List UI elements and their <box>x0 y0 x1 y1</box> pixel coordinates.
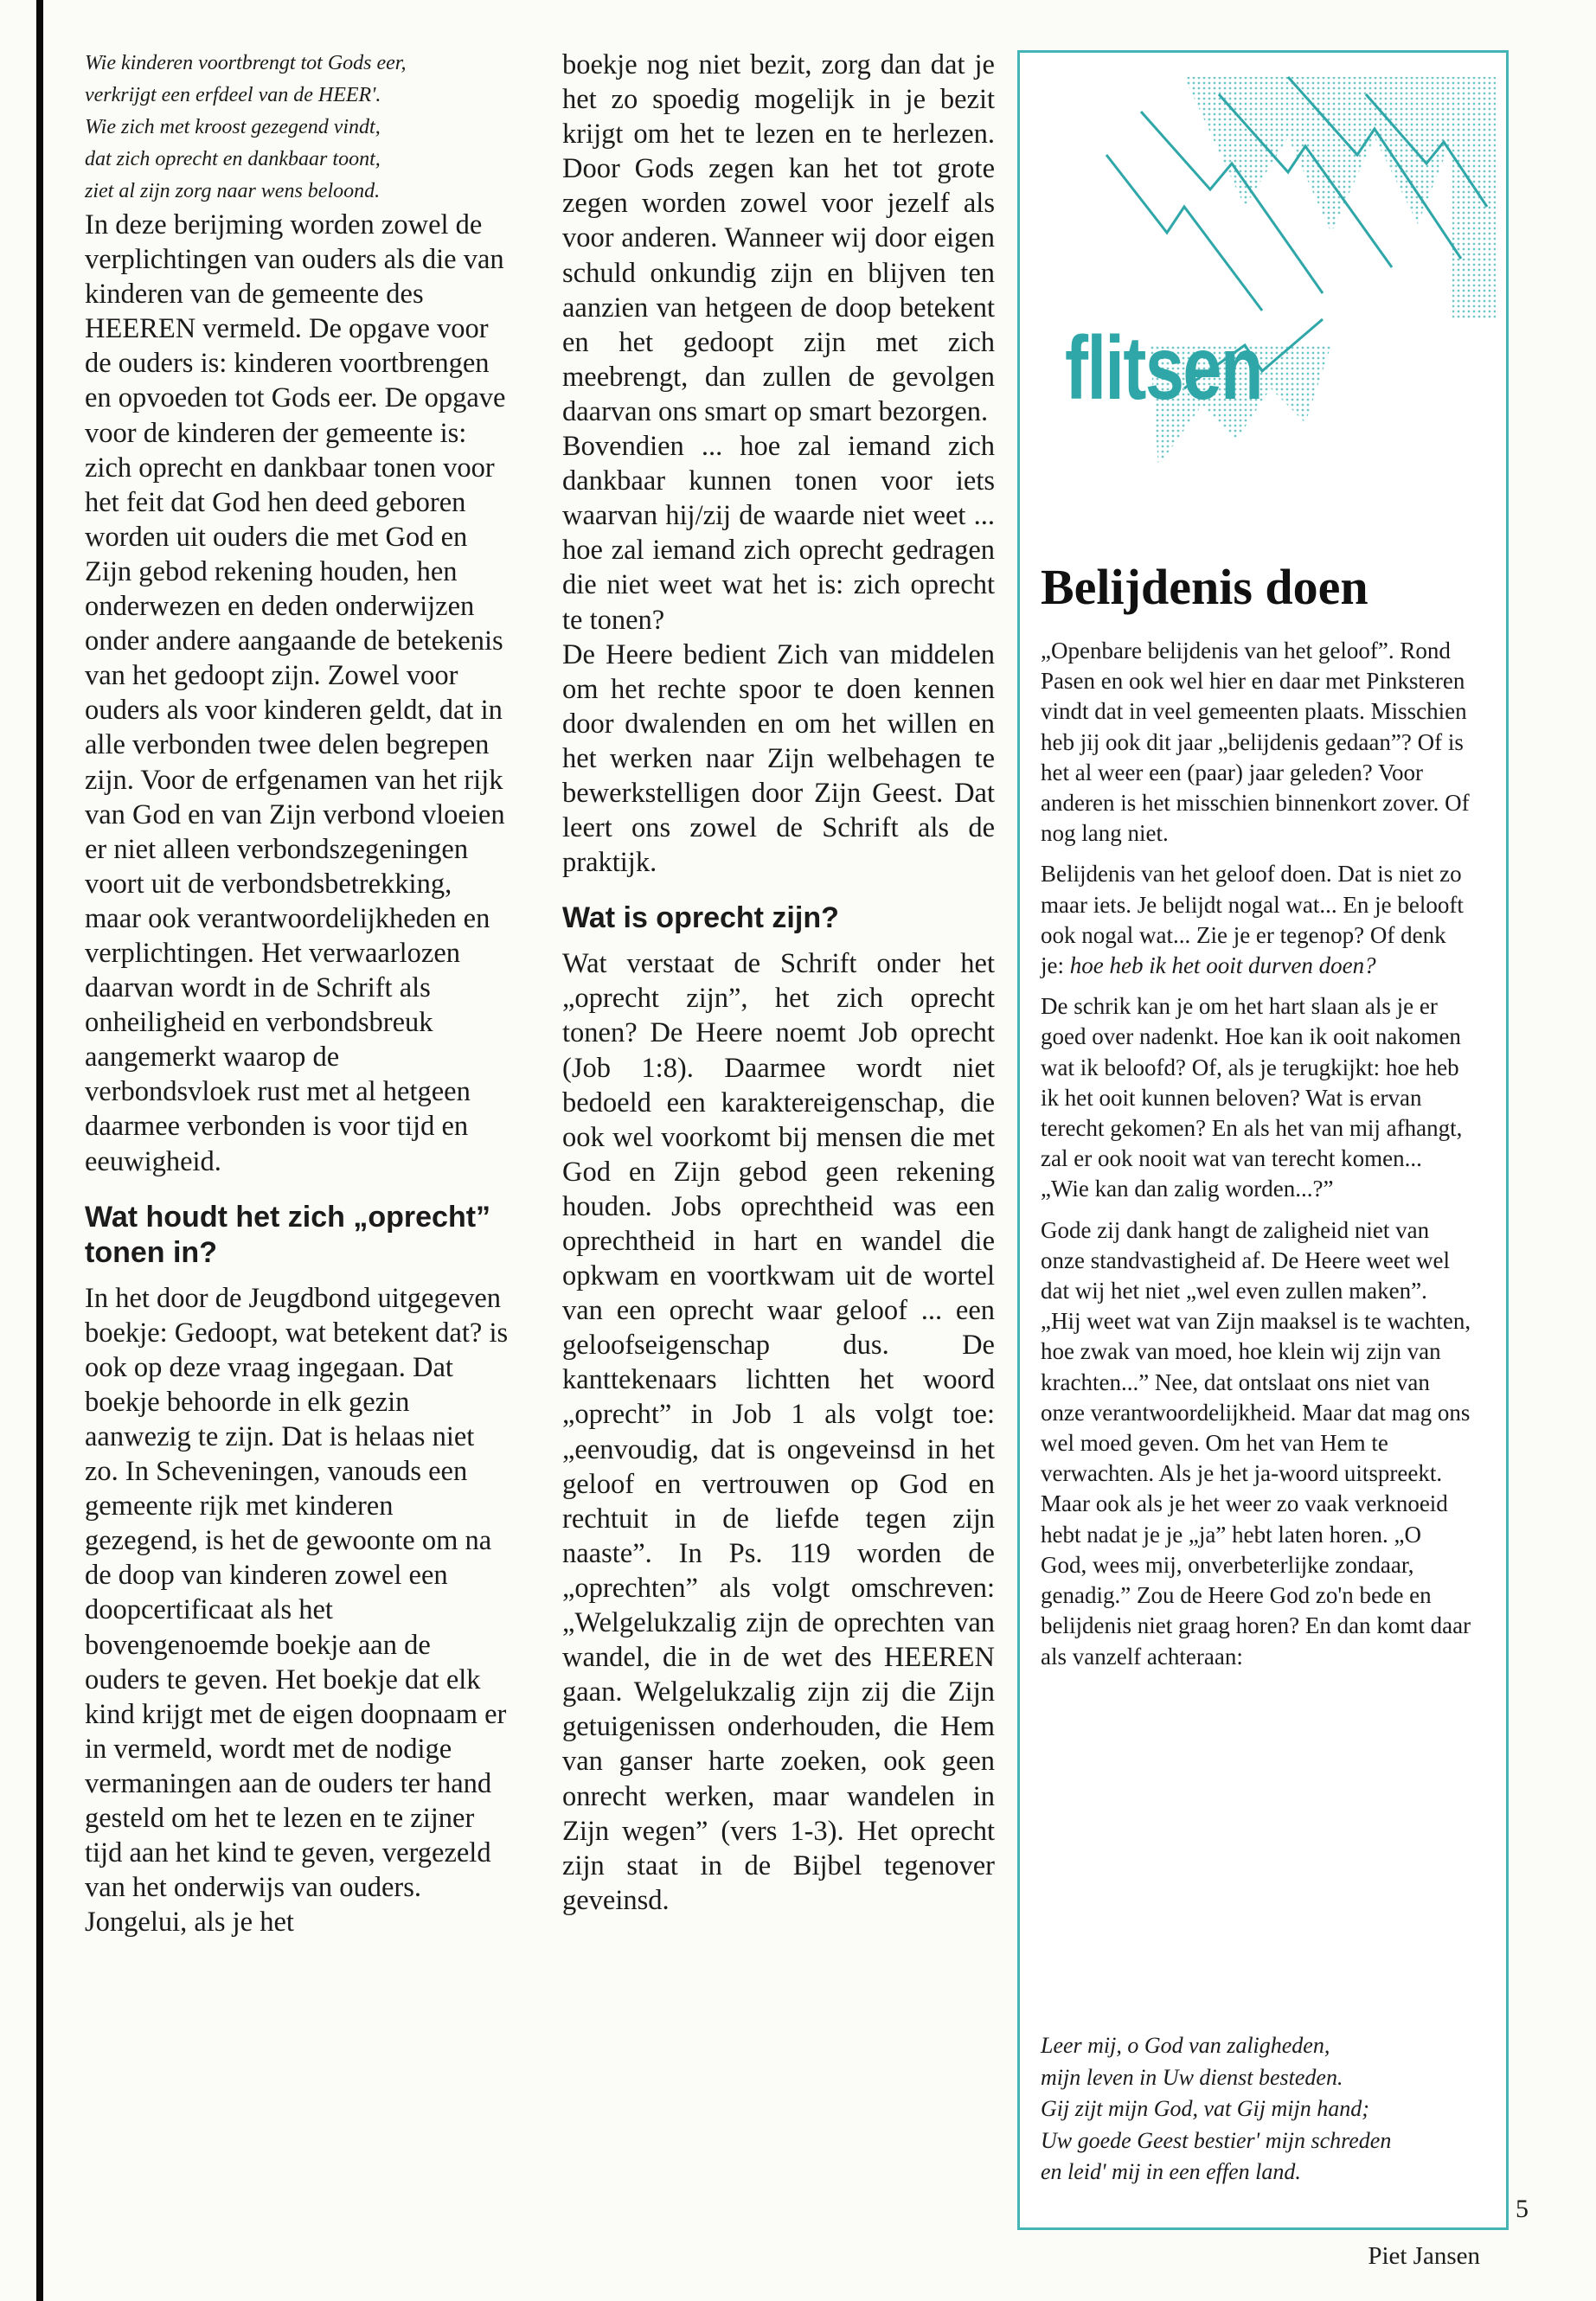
flitsen-banner: flitsen <box>1065 318 1262 419</box>
box-title: Belijdenis doen <box>1041 559 1368 615</box>
paragraph <box>1041 859 1473 981</box>
poem-line: ziet al zijn zorg naar wens beloond. <box>85 180 381 202</box>
box-body <box>1041 636 1473 1682</box>
paragraph: Gode zij dank hangt de zaligheid niet van onze standvastigheid af. De Heere weet wel dat wij het niet „wel even zullen maken”. „Hij weet wat van Zijn maaksel is te wachten, hoe zwak van moed, hoe klein wij zijn van krachten...” Nee, dat ontslaat ons niet van onze verantwoordelijkheid. Maar dat mag ons wel moed geven. Om het van Hem te verwachten. Als je het ja-woord uitspreekt. Maar ook als je het weer zo vaak verknoeid hebt nadat je je „ja” hebt laten horen. „O God, wees mij, onverbeterlijke zondaar, genadig.” Zou de Heere God zo'n bede en belijdenis niet graag horen? En dan komt daar als vanzelf achteraan: <box>1041 1216 1471 1670</box>
column-middle <box>562 48 995 1918</box>
paragraph: boekje nog niet bezit, zorg dan dat je het zo spoedig mogelijk in je bezit krijgt om het te lezen en te herlezen. Door Gods zegen kan het tot grote zegen worden zowel voor jezelf als voor anderen. Wanneer wij door eigen schuld onkundig zijn en blijven ten aanzien van hetgeen de doop betekent en het gedoopt zijn met zich meebrengt, dan zullen de gevolgen daarvan ons smart op smart bezorgen. <box>562 49 995 427</box>
poem-line: verkrijgt een erfdeel van de HEER'. <box>85 84 381 106</box>
poem-line: Gij zijt mijn God, vat Gij mijn hand; <box>1041 2096 1369 2121</box>
column-left <box>85 48 509 1939</box>
poem-line: dat zich oprecht en dankbaar toont, <box>85 148 381 170</box>
paragraph-italic: hoe heb ik het ooit durven doen? <box>1069 952 1376 979</box>
page-number: 5 <box>1516 2195 1529 2223</box>
paragraph: In het door de Jeugdbond uitgegeven boekje: Gedoopt, wat betekent dat? is ook op deze vraag ingegaan. Dat boekje behoorde in elk gezin aanwezig te zijn. Dat is helaas niet zo. In Scheveningen, vanouds een gemeente rijk met kinderen gezegend, is het de gewoonte om na de doop van kinderen zowel een doopcertificaat als het bovengenoemde boekje aan de ouders te geven. Het boekje dat elk kind krijgt met de eigen doopnaam er in vermeld, wordt met de nodige vermaningen aan de ouders ter hand gesteld om het te lezen en te zijner tijd aan het kind te geven, vergezeld van het onderwijs van ouders. Jongelui, als je het <box>85 1282 509 1939</box>
paragraph: Wat verstaat de Schrift onder het „oprecht zijn”, het zich oprecht tonen? De Heere noemt Job oprecht (Job 1:8). Daarmee wordt niet bedoeld een karaktereigenschap, die ook wel voorkomt bij mensen die met God en Zijn gebod geen rekening houden. Jobs oprechtheid was een oprechtheid in hart en wandel die opkwam en voortkwam uit de wortel van een oprecht waar geloof ... een geloofseigenschap dus. De kanttekenaars lichtten het woord „oprecht” in Job 1 als volgt toe: „eenvoudig, dat is ongeveinsd in het geloof en vertrouwen op God en rechtuit in de liefde tegen zijn naaste”. In Ps. 119 worden de „oprechten” als volgt omschreven: „Welgelukzalig zijn de oprechten van wandel, die in de wet des HEEREN gaan. Welgelukzalig zijn zij die Zijn getuigenissen onderhouden, die Hem van ganser harte zoeken, ook geen onrecht werken, maar wandelen in Zijn wegen” (vers 1-3). Het oprecht zijn staat in de Bijbel tegenover geveinsd. <box>562 948 995 1916</box>
paragraph: De schrik kan je om het hart slaan als je er goed over nadenkt. Hoe kan ik ooit nakomen wat ik beloofd? Of, als je terugkijkt: hoe heb ik het ooit kunnen beloven? Wat is ervan terecht gekomen? En als het van mij afhangt, zal er ook nooit wat van terecht komen... „Wie kan dan zalig worden...?” <box>1041 993 1463 1202</box>
scan-edge-bar <box>36 0 43 2301</box>
poem-line: Wie zich met kroost gezegend vindt, <box>85 116 381 138</box>
paragraph: In deze berijming worden zowel de verplichtingen van ouders als die van kinderen van de gemeente des HEEREN vermeld. De opgave voor de ouders is: kinderen voortbrengen en opvoeden tot Gods eer. De opgave voor de kinderen der gemeente is: zich oprecht en dankbaar tonen voor het feit dat God hen deed geboren worden uit ouders die met God en Zijn gebod rekening houden, hen onderwezen en deden onderwijzen onder andere aangaande de betekenis van het gedoopt zijn. Zowel voor ouders als voor kinderen geldt, dat in alle verbonden twee delen begrepen zijn. Voor de erfgenamen van het rijk van God en van Zijn verbond vloeien er niet alleen verbondszegeningen voort uit de verbondsbetrekking, maar ook verantwoordelijkheden en verplichtingen. Het verwaarlozen daarvan wordt in de Schrift als onheiligheid en verbondsbreuk aangemerkt waarop de verbondsvloek rust met al hetgeen daarmee verbonden is voor tijd en eeuwigheid. <box>85 209 506 1177</box>
paragraph-text: Belijdenis van het geloof doen. Dat is niet zo maar iets. Je belijdt nogal wat... En je belooft ook nogal wat... Zie je er tegenop? Of denk je: <box>1041 861 1464 979</box>
closing-poem <box>1041 2030 1473 2189</box>
author-name: Piet Jansen <box>1368 2242 1480 2270</box>
poem-line: mijn leven in Uw dienst besteden. <box>1041 2064 1343 2090</box>
paragraph: Bovendien ... hoe zal iemand zich dankbaar kunnen tonen voor iets waarvan hij/zij de waarde niet weet ... hoe zal iemand zich oprecht gedragen die niet weet wat het is: zich oprecht te tonen? <box>562 431 995 636</box>
section-heading: Wat houdt het zich „oprecht” tonen in? <box>85 1200 491 1269</box>
poem-line: Wie kinderen voortbrengt tot Gods eer, <box>85 52 407 74</box>
poem-line: en leid' mij in een effen land. <box>1041 2159 1301 2184</box>
opening-poem <box>85 48 509 208</box>
poem-line: Leer mij, o God van zaligheden, <box>1041 2033 1330 2058</box>
section-heading: Wat is oprecht zijn? <box>562 901 839 935</box>
poem-line: Uw goede Geest bestier' mijn schreden <box>1041 2127 1392 2153</box>
flitsen-sidebar-box <box>1017 50 1509 2270</box>
paragraph: De Heere bedient Zich van middelen om het rechte spoor te doen kennen door dwalenden en om het willen en het werken naar Zijn welbehagen te bewerkstelligen door Zijn Geest. Dat leert ons zowel de Schrift als de praktijk. <box>562 638 995 879</box>
paragraph: „Openbare belijdenis van het geloof”. Rond Pasen en ook wel hier en daar met Pinksteren vindt dat in veel gemeenten plaats. Misschien heb jij ook dit jaar „belijdenis gedaan”? Of is het al weer een (paar) jaar geleden? Voor anderen is het misschien binnenkort zover. Of nog lang niet. <box>1041 638 1470 847</box>
